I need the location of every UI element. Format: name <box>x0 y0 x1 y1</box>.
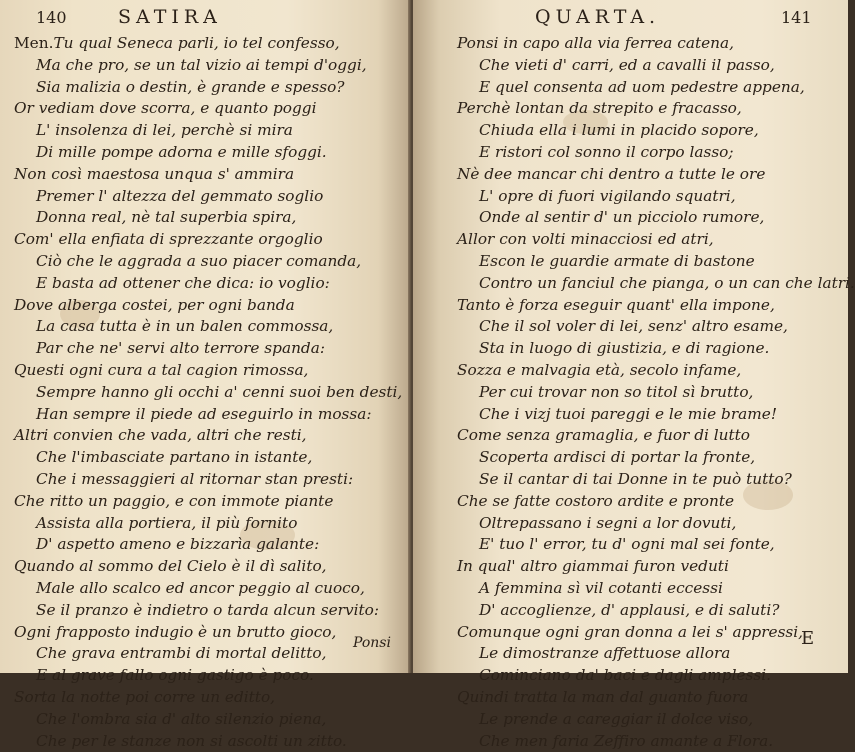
verse-text: L' insolenza di lei, perchè si mira <box>36 121 293 139</box>
verse-line <box>457 709 855 731</box>
verse-line <box>14 33 402 55</box>
verse-line <box>457 578 855 600</box>
verse-line <box>14 425 402 447</box>
verse-text: Male allo scalco ed ancor peggio al cuoco, <box>36 579 365 597</box>
verse-text: Dove alberga costei, per ogni banda <box>14 296 295 314</box>
verse-line <box>457 404 855 426</box>
verse-line <box>14 491 402 513</box>
verse-line <box>457 251 855 273</box>
verse-text: Or vediam dove scorra, e quanto poggi <box>14 99 316 117</box>
verse-text: Che l'imbasciate partano in istante, <box>36 448 312 466</box>
verse-line <box>14 382 402 404</box>
verse-text: Sia malizia o destin, è grande e spesso? <box>36 78 345 96</box>
verse-text: Questi ogni cura a tal cagion rimossa, <box>14 361 308 379</box>
verse-text: Sempre hanno gli occhi a' cenni suoi ben desti, <box>36 383 402 401</box>
verse-text: Come senza gramaglia, e fuor di lutto <box>457 426 750 444</box>
left-verse-block <box>14 33 402 752</box>
verse-text: Che per le stanze non si ascolti un zitto. <box>36 732 347 750</box>
left-running-title: SATIRA <box>118 6 222 28</box>
right-page-number: 141 <box>781 8 812 27</box>
verse-text: Ciò che le aggrada a suo piacer comanda, <box>36 252 361 270</box>
verse-line <box>14 360 402 382</box>
verse-line <box>14 77 402 99</box>
verse-text: Altri convien che vada, altri che resti, <box>14 426 307 444</box>
verse-line <box>457 360 855 382</box>
verse-text: Di mille pompe adorna e mille sfoggi. <box>36 143 327 161</box>
verse-text: Sta in luogo di giustizia, e di ragione. <box>479 339 769 357</box>
verse-text: Scoperta ardisci di portar la fronte, <box>479 448 755 466</box>
verse-text: Nè dee mancar chi dentro a tutte le ore <box>457 165 765 183</box>
verse-line <box>14 229 402 251</box>
verse-line <box>457 207 855 229</box>
verse-text: Che i messaggieri al ritornar stan presti: <box>36 470 353 488</box>
verse-line <box>14 709 402 731</box>
verse-line <box>457 687 855 709</box>
verse-line <box>14 120 402 142</box>
verse-text: E al grave fallo ogni gastigo è poco. <box>36 666 314 684</box>
verse-line <box>457 338 855 360</box>
verse-text: Sorta la notte poi corre un editto, <box>14 688 275 706</box>
verse-line <box>14 600 402 622</box>
verse-text: Onde al sentir d' un picciolo rumore, <box>479 208 764 226</box>
verse-text: Contro un fanciul che pianga, o un can che latri. <box>479 274 855 292</box>
verse-text: Quindi tratta la man dal guanto fuora <box>457 688 748 706</box>
verse-text: D' aspetto ameno e bizzarìa galante: <box>36 535 319 553</box>
verse-line <box>457 316 855 338</box>
verse-line <box>14 731 402 752</box>
verse-line <box>457 513 855 535</box>
left-page <box>0 0 411 673</box>
verse-line <box>14 578 402 600</box>
verse-line <box>457 33 855 55</box>
verse-line <box>14 273 402 295</box>
verse-text: Chiuda ella i lumi in placido sopore, <box>479 121 759 139</box>
verse-text: Se il pranzo è indietro o tarda alcun servito: <box>36 601 379 619</box>
verse-line <box>457 665 855 687</box>
verse-line <box>457 469 855 491</box>
verse-text: E quel consenta ad uom pedestre appena, <box>479 78 805 96</box>
verse-text: Escon le guardie armate di bastone <box>479 252 755 270</box>
right-verse-block <box>457 33 855 752</box>
verse-text: Ma che pro, se un tal vizio ai tempi d'oggi, <box>36 56 367 74</box>
verse-text: Se il cantar di tai Donne in te può tutto? <box>479 470 792 488</box>
verse-text: Per cui trovar non so titol sì brutto, <box>479 383 753 401</box>
left-catchword: Ponsi <box>353 635 391 651</box>
verse-text: Le dimostranze affettuose allora <box>479 644 730 662</box>
verse-line <box>14 404 402 426</box>
verse-text: D' accoglienze, d' applausi, e di saluti? <box>479 601 779 619</box>
verse-text: In qual' altro giammai furon veduti <box>457 557 729 575</box>
verse-line <box>457 295 855 317</box>
verse-line <box>14 469 402 491</box>
verse-text: Perchè lontan da strepito e fracasso, <box>457 99 742 117</box>
verse-line <box>457 534 855 556</box>
verse-line <box>14 316 402 338</box>
verse-line <box>14 55 402 77</box>
verse-line <box>14 251 402 273</box>
verse-text: Han sempre il piede ad eseguirlo in mossa: <box>36 405 372 423</box>
verse-text: Par che ne' servi alto terrore spanda: <box>36 339 325 357</box>
verse-line <box>14 207 402 229</box>
verse-text: Com' ella enfiata di sprezzante orgoglio <box>14 230 323 248</box>
verse-text: Tu qual Seneca parli, io tel confesso, <box>53 34 339 52</box>
verse-line <box>457 273 855 295</box>
verse-text: E ristori col sonno il corpo lasso; <box>479 143 734 161</box>
verse-text: Assista alla portiera, il più fornito <box>36 514 297 532</box>
verse-text: E' tuo l' error, tu d' ogni mal sei fonte, <box>479 535 775 553</box>
verse-line <box>457 622 855 644</box>
verse-text: Cominciano da' baci e dagli amplessi. <box>479 666 771 684</box>
verse-line <box>457 600 855 622</box>
verse-line <box>14 142 402 164</box>
verse-text: L' opre di fuori vigilando squatri, <box>479 187 736 205</box>
verse-line <box>14 687 402 709</box>
verse-line <box>14 513 402 535</box>
verse-text: Quando al sommo del Cielo è il dì salito, <box>14 557 327 575</box>
verse-text: Che il sol voler di lei, senz' altro esame, <box>479 317 788 335</box>
verse-line <box>457 164 855 186</box>
left-page-number: 140 <box>36 8 67 27</box>
right-catchword: E <box>801 628 814 649</box>
verse-text: La casa tutta è in un balen commossa, <box>36 317 333 335</box>
verse-text: Tanto è forza eseguir quant' ella impone, <box>457 296 775 314</box>
verse-text: Sozza e malvagia età, secolo infame, <box>457 361 741 379</box>
verse-line <box>14 534 402 556</box>
verse-text: Allor con volti minacciosi ed atri, <box>457 230 714 248</box>
verse-line <box>14 643 402 665</box>
speaker-label: Men. <box>14 34 53 52</box>
verse-text: Che vieti d' carri, ed a cavalli il passo, <box>479 56 775 74</box>
verse-text: E basta ad ottener che dica: io voglio: <box>36 274 330 292</box>
verse-line <box>457 77 855 99</box>
right-page <box>413 0 848 673</box>
verse-line <box>457 55 855 77</box>
verse-text: A femmina sì vil cotanti eccessi <box>479 579 723 597</box>
verse-line <box>457 491 855 513</box>
verse-line <box>457 229 855 251</box>
verse-line <box>14 164 402 186</box>
verse-text: Donna real, nè tal superbia spira, <box>36 208 296 226</box>
verse-line <box>14 338 402 360</box>
right-running-title: QUARTA. <box>535 6 660 28</box>
verse-line <box>457 142 855 164</box>
verse-text: Che men faria Zeffiro amante a Flora. <box>479 732 773 750</box>
verse-text: Che se fatte costoro ardite e pronte <box>457 492 734 510</box>
verse-text: Premer l' altezza del gemmato soglio <box>36 187 323 205</box>
verse-line <box>14 556 402 578</box>
verse-line <box>457 731 855 752</box>
verse-line <box>457 98 855 120</box>
verse-line <box>457 120 855 142</box>
verse-text: Che ritto un paggio, e con immote piante <box>14 492 333 510</box>
verse-text: Oltrepassano i segni a lor dovuti, <box>479 514 736 532</box>
verse-line <box>457 425 855 447</box>
verse-text: Ponsi in capo alla via ferrea catena, <box>457 34 734 52</box>
verse-text: Le prende a careggiar il dolce viso, <box>479 710 753 728</box>
verse-text: Che l'ombra sia d' alto silenzio piena, <box>36 710 326 728</box>
verse-line <box>14 186 402 208</box>
verse-text: Che grava entrambi di mortal delitto, <box>36 644 326 662</box>
verse-line <box>457 382 855 404</box>
verse-line <box>457 643 855 665</box>
verse-line <box>457 447 855 469</box>
verse-text: Non così maestosa unqua s' ammira <box>14 165 294 183</box>
verse-text: Comunque ogni gran donna a lei s' appressi, <box>457 623 803 641</box>
verse-text: Ogni frapposto indugio è un brutto gioco, <box>14 623 336 641</box>
verse-line <box>14 295 402 317</box>
verse-line <box>14 447 402 469</box>
verse-line <box>14 665 402 687</box>
verse-line <box>14 622 402 644</box>
verse-line <box>457 186 855 208</box>
verse-line <box>457 556 855 578</box>
verse-line <box>14 98 402 120</box>
verse-text: Che i vizj tuoi pareggi e le mie brame! <box>479 405 777 423</box>
